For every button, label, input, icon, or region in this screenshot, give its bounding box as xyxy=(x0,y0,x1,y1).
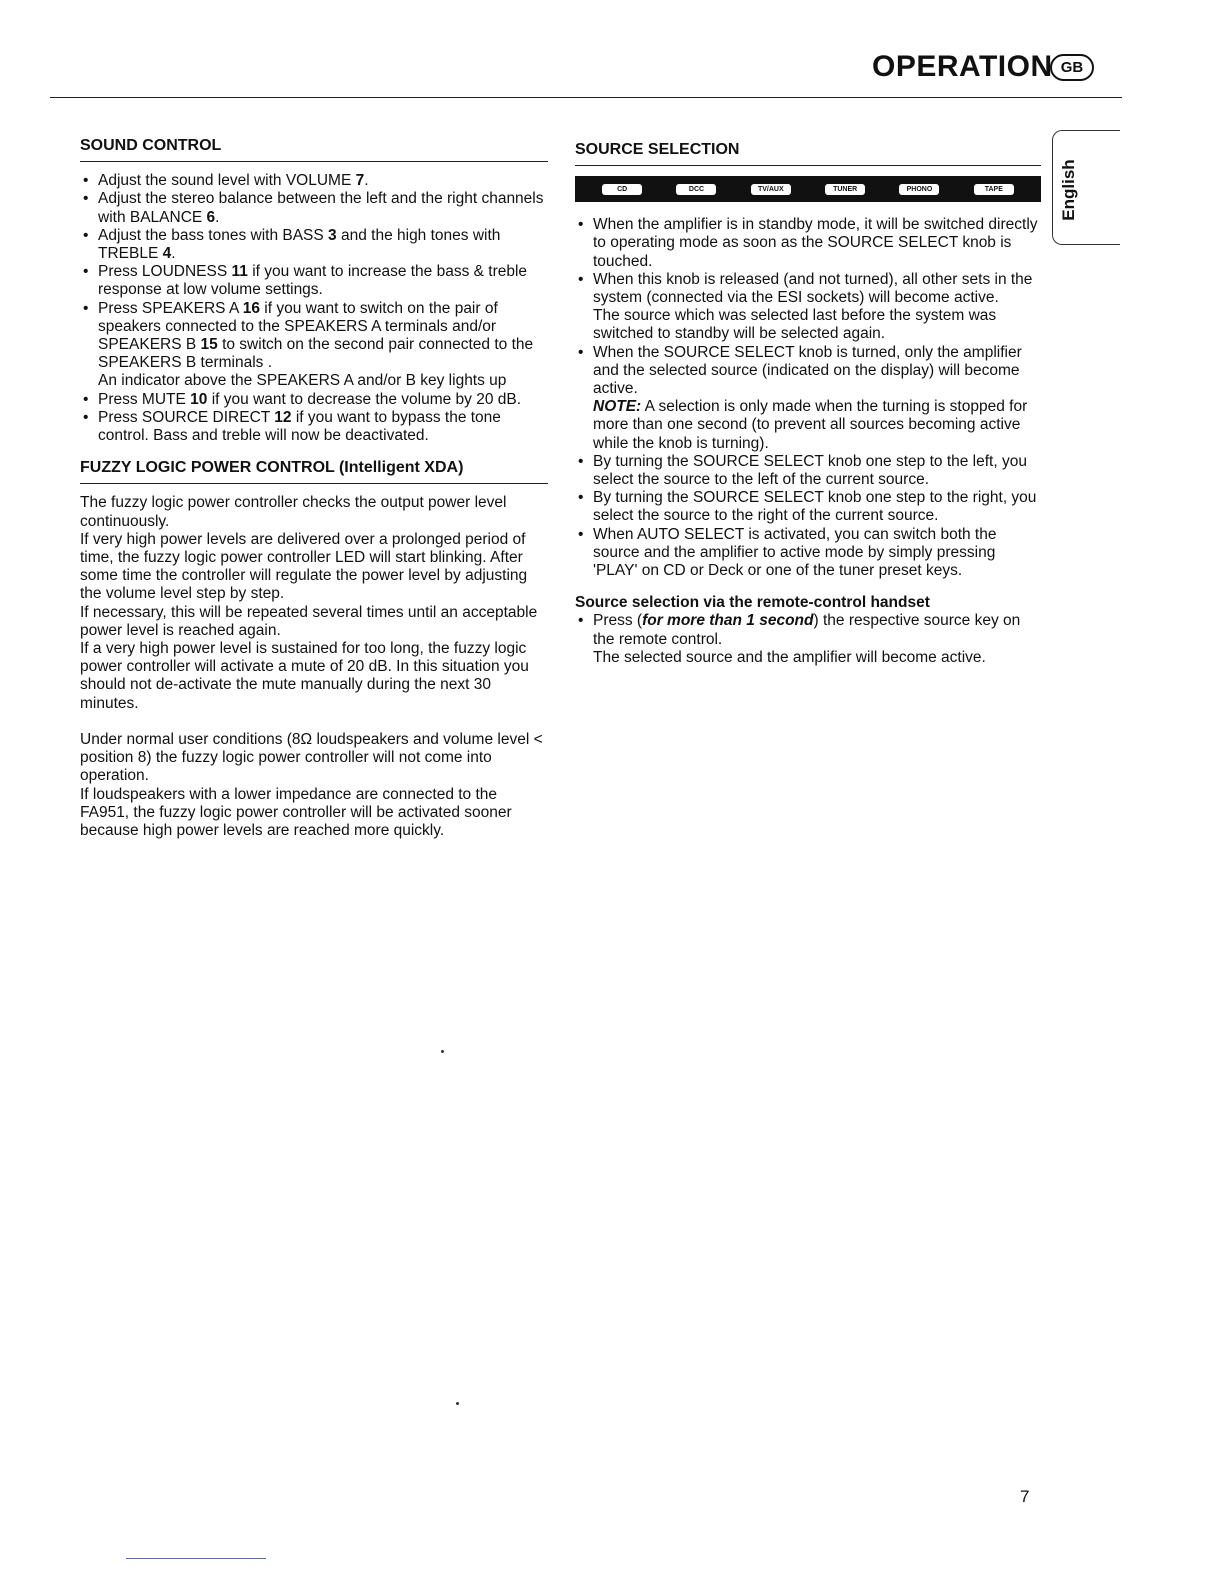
remote-continuation: The selected source and the amplifier will become active. xyxy=(593,648,986,666)
speakers-indicator-note: An indicator above the SPEAKERS A and/or B key lights up xyxy=(98,372,507,390)
source-selection-list xyxy=(575,216,1041,307)
remote-list xyxy=(575,612,1041,648)
fuzzy-paragraph: If necessary, this will be repeated several times until an acceptable power level is reached again. xyxy=(80,603,538,639)
source-selection-list-cont xyxy=(575,344,1041,399)
remote-section-title: Source selection via the remote-control handset xyxy=(575,594,930,612)
source-key-tuner: TUNER xyxy=(825,184,865,195)
source-key-cd: CD xyxy=(602,184,642,195)
fuzzy-paragraph: Under normal user conditions (8Ω loudspeakers and volume level < position 8) the fuzzy logic power controller will not come into operation. xyxy=(80,730,543,785)
source-key-tape: TAPE xyxy=(974,184,1014,195)
source-selection-title: SOURCE SELECTION xyxy=(575,141,1041,166)
list-item: • When the amplifier is in standby mode, it will be switched directly to operating mode as soon as the SOURCE SELECT knob is touched. xyxy=(575,216,1041,271)
footer-line xyxy=(126,1558,266,1559)
sound-control-list-cont xyxy=(80,391,548,446)
source-key-tvaux: TV/AUX xyxy=(751,184,791,195)
list-item: • By turning the SOURCE SELECT knob one step to the right, you select the source to the right of the current source. xyxy=(575,489,1041,525)
fuzzy-logic-title: FUZZY LOGIC POWER CONTROL (Intelligent XDA) xyxy=(80,459,548,484)
list-item: • By turning the SOURCE SELECT knob one step to the left, you select the source to the left of the current source. xyxy=(575,453,1041,489)
scan-speck xyxy=(441,1050,444,1053)
list-item: • Adjust the sound level with VOLUME 7. xyxy=(80,172,548,190)
source-key-dcc: DCC xyxy=(676,184,716,195)
list-item: • Press LOUDNESS 11 if you want to increase the bass & treble response at low volume settings. xyxy=(80,263,548,299)
fuzzy-paragraph: If very high power levels are delivered over a prolonged period of time, the fuzzy logic power controller LED will start blinking. After some time the controller will regulate the power level by adjusting the volume level step by step. xyxy=(80,530,528,603)
language-tab-label: English xyxy=(1059,159,1078,221)
page-number: 7 xyxy=(1020,1487,1030,1506)
left-column xyxy=(80,137,548,840)
list-item: • Adjust the stereo balance between the left and the right channels with BALANCE 6. xyxy=(80,190,548,226)
sound-control-list xyxy=(80,172,548,372)
source-key-phono: PHONO xyxy=(899,184,939,195)
language-badge: GB xyxy=(1050,54,1094,81)
right-column xyxy=(575,141,1041,667)
fuzzy-paragraph: The fuzzy logic power controller checks the output power level continuously. xyxy=(80,494,507,530)
list-item: • Press SPEAKERS A 16 if you want to switch on the pair of speakers connected to the SPEAKERS A terminals and/or SPEAKERS B 15 to switch on the second pair connected to the SPEAKERS B terminals . xyxy=(80,300,548,373)
fuzzy-paragraph: If loudspeakers with a lower impedance are connected to the FA951, the fuzzy logic power controller will be activated sooner because high power levels are reached more quickly. xyxy=(80,785,512,839)
fuzzy-paragraph: If a very high power level is sustained for too long, the fuzzy logic power controller will activate a mute of 20 dB. In this situation you should not de-activate the mute manually during the next 30 minutes. xyxy=(80,640,529,712)
list-item: • Press MUTE 10 if you want to decrease the volume by 20 dB. xyxy=(80,391,548,409)
list-item: • When the SOURCE SELECT knob is turned, only the amplifier and the selected source (indicated on the display) will become active. xyxy=(575,344,1041,399)
list-item: • Press SOURCE DIRECT 12 if you want to bypass the tone control. Bass and treble will now be deactivated. xyxy=(80,409,548,445)
scan-speck xyxy=(456,1402,459,1405)
header-divider xyxy=(50,97,1122,98)
list-item: • When AUTO SELECT is activated, you can switch both the source and the amplifier to active mode by simply pressing 'PLAY' on CD or Deck or one of the tuner preset keys. xyxy=(575,526,1041,581)
source-selection-list-cont2 xyxy=(575,453,1041,580)
list-item: • When this knob is released (and not turned), all other sets in the system (connected via the ESI sockets) will become active. xyxy=(575,271,1041,307)
page-title: OPERATION xyxy=(872,50,1053,83)
source-key-panel xyxy=(575,176,1041,202)
sound-control-title: SOUND CONTROL xyxy=(80,137,548,162)
note: NOTE: A selection is only made when the turning is stopped for more than one second (to prevent all sources becoming active while the knob is turning). xyxy=(593,398,1028,452)
list-item: • Press (for more than 1 second) the respective source key on the remote control. xyxy=(575,612,1041,648)
list-item: • Adjust the bass tones with BASS 3 and the high tones with TREBLE 4. xyxy=(80,227,548,263)
list-item-continuation: The source which was selected last before the system was switched to standby will be selected again. xyxy=(593,307,997,343)
